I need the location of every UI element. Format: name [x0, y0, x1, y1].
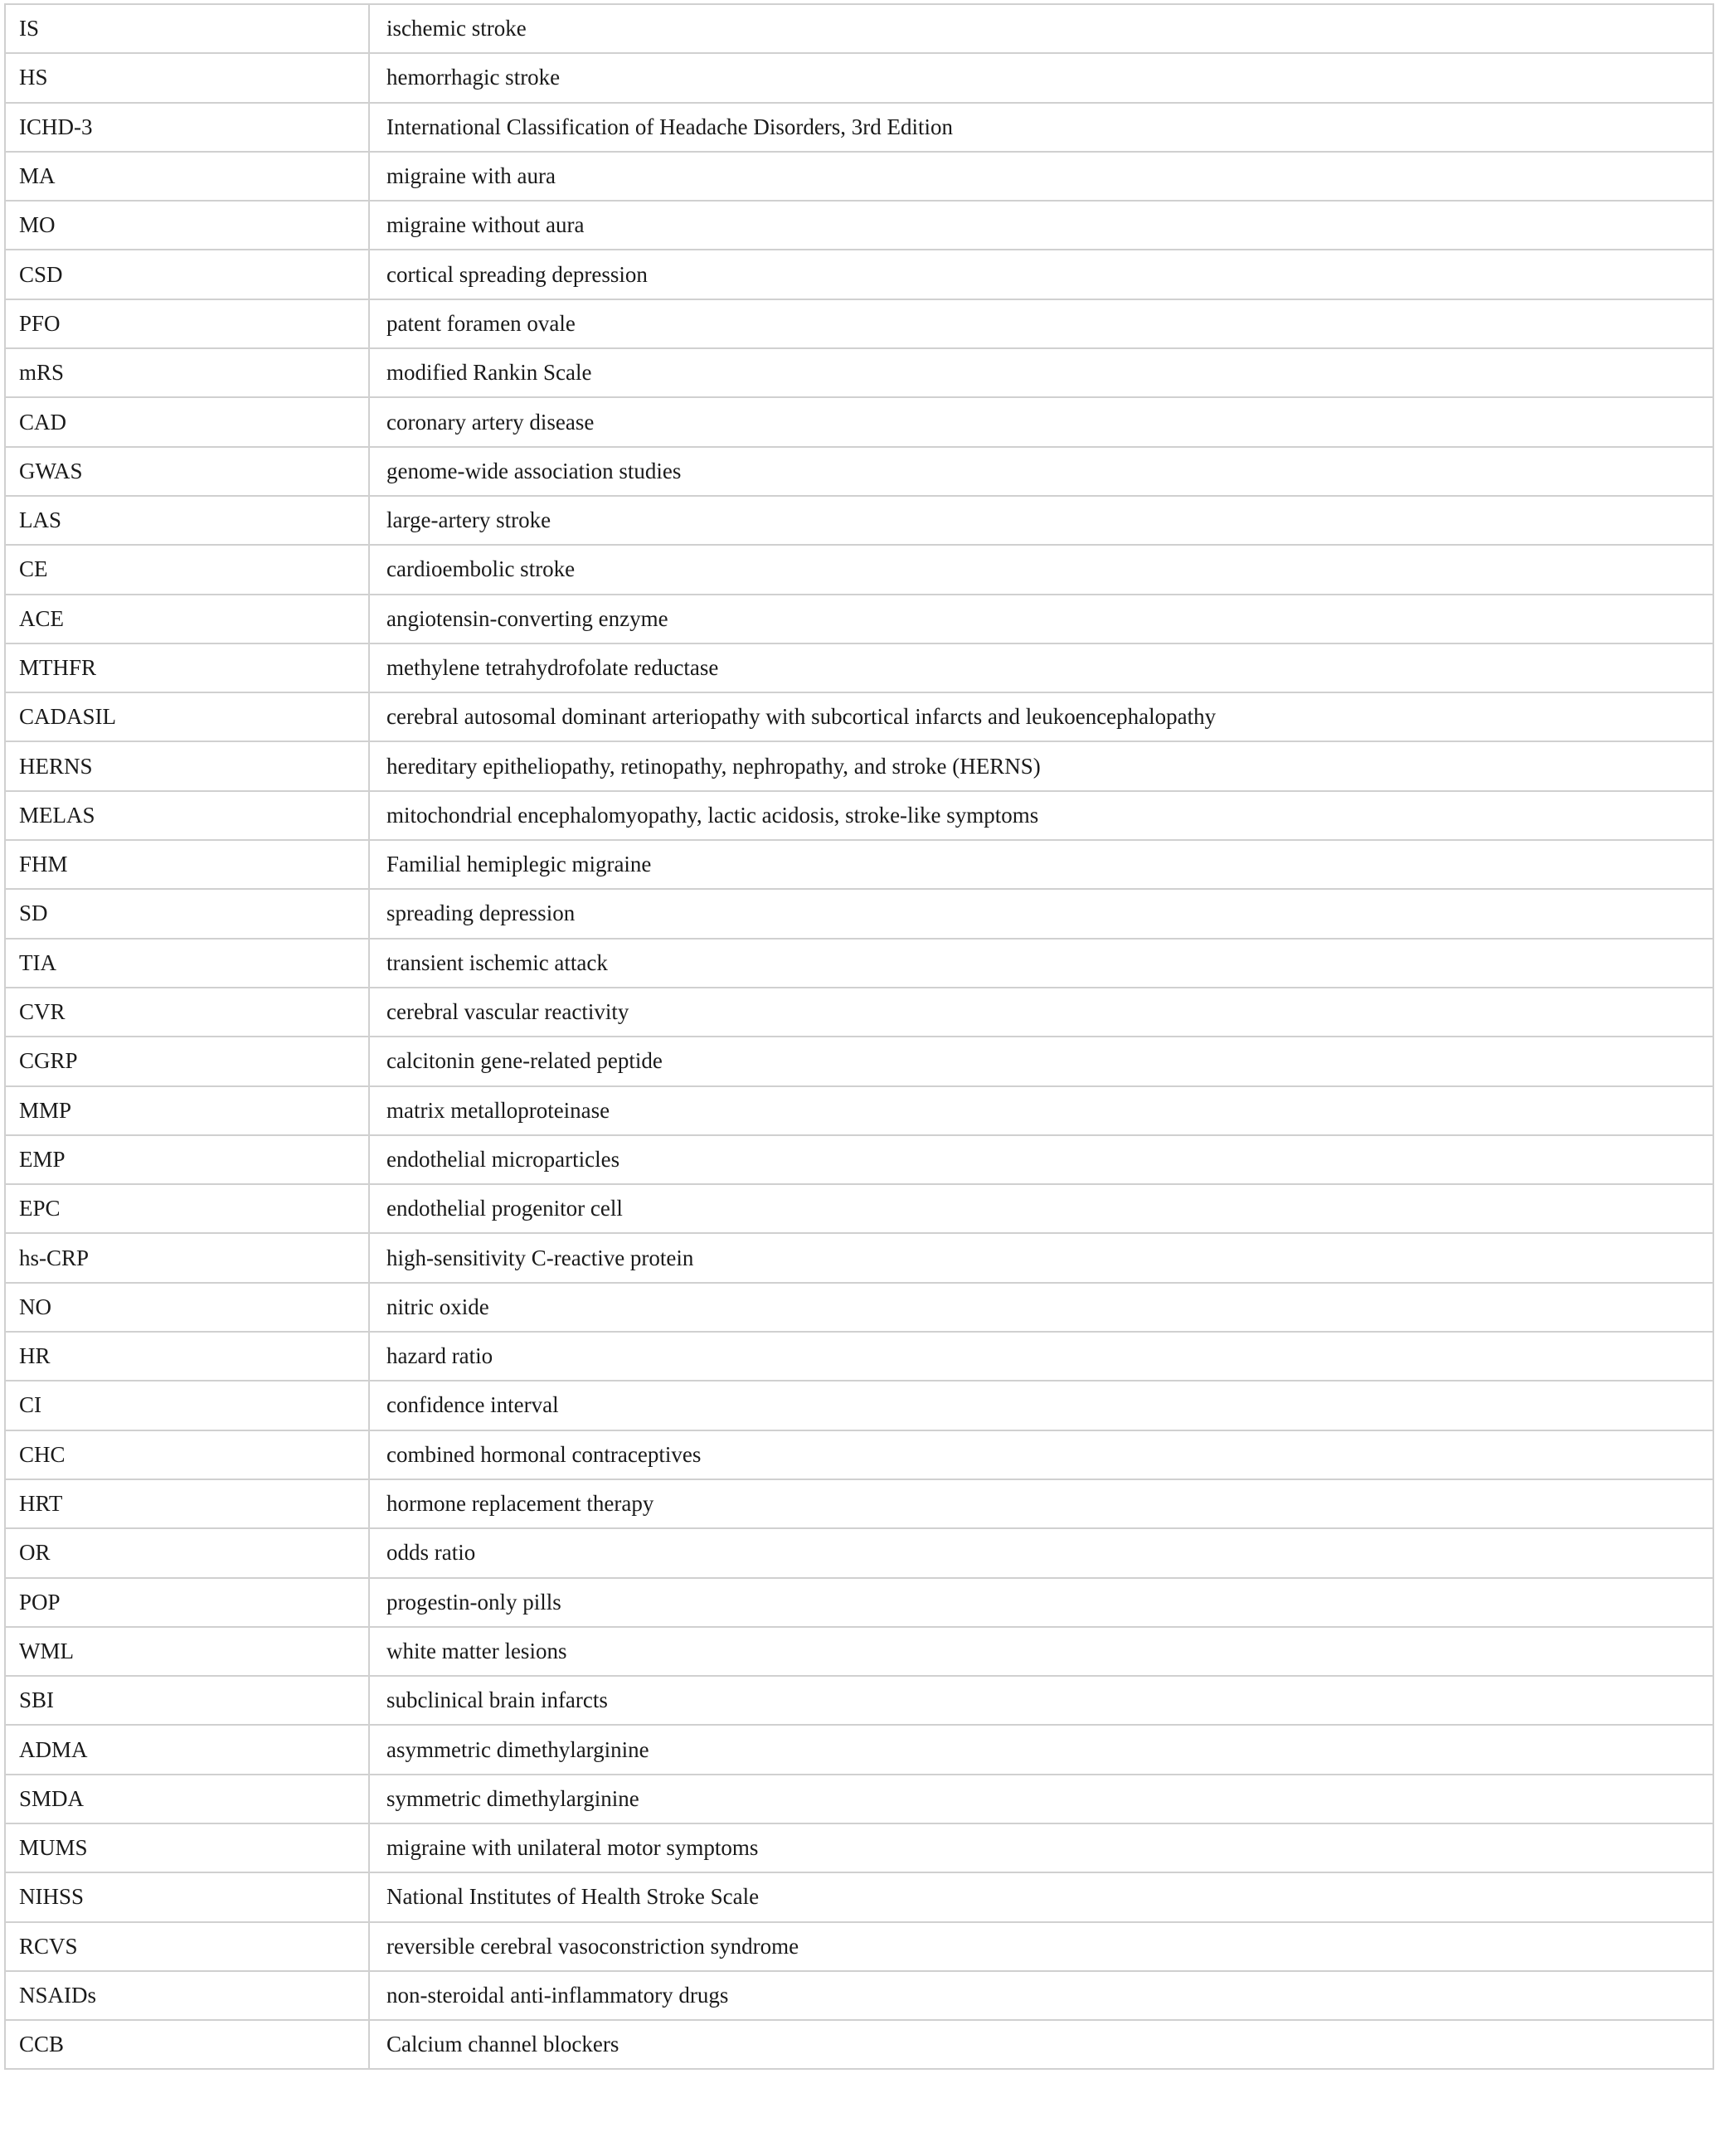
definition-cell: odds ratio	[369, 1528, 1713, 1577]
definition-cell: cardioembolic stroke	[369, 545, 1713, 594]
abbreviation-cell: HS	[5, 53, 369, 102]
abbreviation-cell: POP	[5, 1578, 369, 1627]
table-row	[5, 791, 1713, 840]
definition-cell: hazard ratio	[369, 1332, 1713, 1381]
table-row	[5, 1233, 1713, 1282]
definition-cell: National Institutes of Health Stroke Scale	[369, 1872, 1713, 1921]
definition-cell: asymmetric dimethylarginine	[369, 1725, 1713, 1774]
definition-cell: cerebral vascular reactivity	[369, 988, 1713, 1037]
definition-cell: modified Rankin Scale	[369, 348, 1713, 397]
table-row	[5, 643, 1713, 692]
abbreviation-cell: MTHFR	[5, 643, 369, 692]
abbreviation-cell: ICHD-3	[5, 103, 369, 152]
abbreviation-cell: FHM	[5, 840, 369, 889]
table-row	[5, 2020, 1713, 2069]
definition-cell: Calcium channel blockers	[369, 2020, 1713, 2069]
definition-cell: migraine with aura	[369, 152, 1713, 201]
table-row	[5, 1676, 1713, 1725]
definition-cell: Familial hemiplegic migraine	[369, 840, 1713, 889]
table-row	[5, 1283, 1713, 1332]
abbreviation-cell: ACE	[5, 595, 369, 643]
definition-cell: non-steroidal anti-inflammatory drugs	[369, 1971, 1713, 2020]
table-row	[5, 1430, 1713, 1479]
abbreviation-cell: SBI	[5, 1676, 369, 1725]
abbreviation-cell: HRT	[5, 1479, 369, 1528]
abbreviation-cell: CE	[5, 545, 369, 594]
abbreviation-cell: CCB	[5, 2020, 369, 2069]
definition-cell: cerebral autosomal dominant arteriopathy with subcortical infarcts and leukoencephalopathy	[369, 692, 1713, 741]
definition-cell: reversible cerebral vasoconstriction syndrome	[369, 1922, 1713, 1971]
table-row	[5, 1775, 1713, 1823]
abbreviation-cell: TIA	[5, 939, 369, 988]
table-row	[5, 397, 1713, 446]
table-row	[5, 1971, 1713, 2020]
table-row	[5, 1086, 1713, 1135]
table-row	[5, 1922, 1713, 1971]
abbreviation-cell: HERNS	[5, 741, 369, 790]
definition-cell: confidence interval	[369, 1381, 1713, 1430]
table-row	[5, 741, 1713, 790]
abbreviation-cell: CADASIL	[5, 692, 369, 741]
abbreviations-table-body	[5, 4, 1713, 2069]
abbreviation-cell: ADMA	[5, 1725, 369, 1774]
definition-cell: symmetric dimethylarginine	[369, 1775, 1713, 1823]
definition-cell: angiotensin-converting enzyme	[369, 595, 1713, 643]
abbreviation-cell: EPC	[5, 1184, 369, 1233]
table-row	[5, 1627, 1713, 1676]
definition-cell: spreading depression	[369, 889, 1713, 938]
definition-cell: methylene tetrahydrofolate reductase	[369, 643, 1713, 692]
abbreviation-cell: CSD	[5, 250, 369, 299]
table-row	[5, 1528, 1713, 1577]
abbreviation-cell: GWAS	[5, 447, 369, 496]
abbreviation-cell: hs-CRP	[5, 1233, 369, 1282]
abbreviation-cell: SD	[5, 889, 369, 938]
table-row	[5, 1578, 1713, 1627]
definition-cell: endothelial progenitor cell	[369, 1184, 1713, 1233]
definition-cell: nitric oxide	[369, 1283, 1713, 1332]
definition-cell: matrix metalloproteinase	[369, 1086, 1713, 1135]
abbreviation-cell: CGRP	[5, 1037, 369, 1085]
table-row	[5, 545, 1713, 594]
table-row	[5, 939, 1713, 988]
table-row	[5, 988, 1713, 1037]
table-row	[5, 299, 1713, 348]
abbreviation-cell: MUMS	[5, 1823, 369, 1872]
table-row	[5, 1725, 1713, 1774]
abbreviations-table	[4, 3, 1714, 2070]
table-row	[5, 595, 1713, 643]
definition-cell: ischemic stroke	[369, 4, 1713, 53]
definition-cell: cortical spreading depression	[369, 250, 1713, 299]
table-row	[5, 1037, 1713, 1085]
abbreviation-cell: MA	[5, 152, 369, 201]
definition-cell: International Classification of Headache Disorders, 3rd Edition	[369, 103, 1713, 152]
table-row	[5, 1823, 1713, 1872]
abbreviation-cell: CI	[5, 1381, 369, 1430]
definition-cell: migraine with unilateral motor symptoms	[369, 1823, 1713, 1872]
table-row	[5, 201, 1713, 250]
abbreviation-cell: CAD	[5, 397, 369, 446]
abbreviation-cell: CHC	[5, 1430, 369, 1479]
abbreviation-cell: EMP	[5, 1135, 369, 1184]
table-row	[5, 496, 1713, 545]
table-row	[5, 53, 1713, 102]
definition-cell: hemorrhagic stroke	[369, 53, 1713, 102]
definition-cell: hereditary epitheliopathy, retinopathy, nephropathy, and stroke (HERNS)	[369, 741, 1713, 790]
definition-cell: combined hormonal contraceptives	[369, 1430, 1713, 1479]
table-row	[5, 1872, 1713, 1921]
definition-cell: large-artery stroke	[369, 496, 1713, 545]
abbreviation-cell: OR	[5, 1528, 369, 1577]
definition-cell: high-sensitivity C-reactive protein	[369, 1233, 1713, 1282]
abbreviation-cell: NSAIDs	[5, 1971, 369, 2020]
table-row	[5, 1381, 1713, 1430]
abbreviation-cell: HR	[5, 1332, 369, 1381]
abbreviations-table-container	[4, 3, 1714, 2070]
abbreviation-cell: MMP	[5, 1086, 369, 1135]
abbreviation-cell: PFO	[5, 299, 369, 348]
definition-cell: migraine without aura	[369, 201, 1713, 250]
table-row	[5, 152, 1713, 201]
definition-cell: mitochondrial encephalomyopathy, lactic acidosis, stroke-like symptoms	[369, 791, 1713, 840]
abbreviation-cell: RCVS	[5, 1922, 369, 1971]
table-row	[5, 1479, 1713, 1528]
definition-cell: calcitonin gene-related peptide	[369, 1037, 1713, 1085]
definition-cell: genome-wide association studies	[369, 447, 1713, 496]
table-row	[5, 250, 1713, 299]
definition-cell: endothelial microparticles	[369, 1135, 1713, 1184]
table-row	[5, 692, 1713, 741]
definition-cell: hormone replacement therapy	[369, 1479, 1713, 1528]
abbreviation-cell: NIHSS	[5, 1872, 369, 1921]
abbreviation-cell: MELAS	[5, 791, 369, 840]
abbreviation-cell: MO	[5, 201, 369, 250]
definition-cell: subclinical brain infarcts	[369, 1676, 1713, 1725]
table-row	[5, 447, 1713, 496]
definition-cell: patent foramen ovale	[369, 299, 1713, 348]
abbreviation-cell: SMDA	[5, 1775, 369, 1823]
abbreviation-cell: LAS	[5, 496, 369, 545]
table-row	[5, 103, 1713, 152]
table-row	[5, 1184, 1713, 1233]
table-row	[5, 348, 1713, 397]
abbreviation-cell: IS	[5, 4, 369, 53]
abbreviation-cell: CVR	[5, 988, 369, 1037]
definition-cell: progestin-only pills	[369, 1578, 1713, 1627]
table-row	[5, 1135, 1713, 1184]
definition-cell: coronary artery disease	[369, 397, 1713, 446]
abbreviation-cell: mRS	[5, 348, 369, 397]
abbreviation-cell: WML	[5, 1627, 369, 1676]
table-row	[5, 4, 1713, 53]
table-row	[5, 889, 1713, 938]
abbreviation-cell: NO	[5, 1283, 369, 1332]
table-row	[5, 840, 1713, 889]
definition-cell: white matter lesions	[369, 1627, 1713, 1676]
table-row	[5, 1332, 1713, 1381]
definition-cell: transient ischemic attack	[369, 939, 1713, 988]
